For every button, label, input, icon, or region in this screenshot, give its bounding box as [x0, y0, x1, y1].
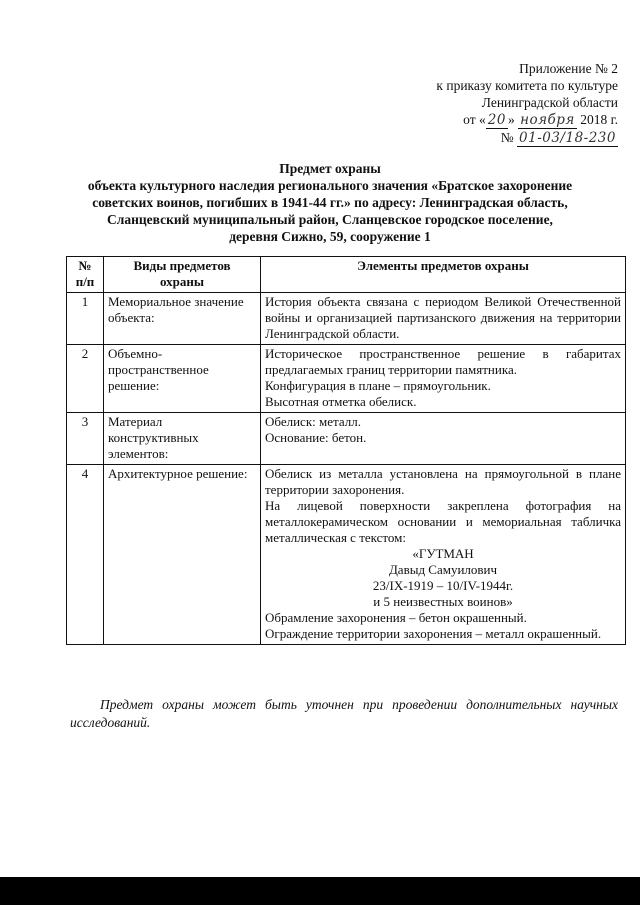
header-type: [104, 257, 261, 293]
header-number: [67, 257, 104, 293]
table-row: [67, 413, 626, 465]
header-type-line1: Виды предметов: [133, 258, 231, 273]
table-header-row: [67, 257, 626, 293]
appendix-number: [378, 129, 618, 147]
row-number: 1: [67, 293, 104, 345]
table-row: [67, 465, 626, 645]
date-month: ноября: [520, 112, 575, 128]
row-element-text: Ограждение территории захоронения – металл окрашенный.: [265, 626, 602, 641]
table-row: [67, 293, 626, 345]
row-number: 3: [67, 413, 104, 465]
number-value: 01-03/18-230: [519, 130, 616, 146]
row-element-text: Конфигурация в плане – прямоугольник.: [265, 378, 491, 393]
row-element-text: Обелиск из металла установлена на прямоугольной в плане территории захоронения.: [265, 466, 621, 497]
date-year: 2018 г.: [576, 112, 618, 127]
row-element-text: Обрамление захоронения – бетон окрашенный.: [265, 610, 527, 625]
row-element-text: Обелиск: металл.: [265, 414, 361, 429]
title-line-2: советских воинов, погибших в 1941-44 гг.» по адресу: Ленинградская область,: [92, 195, 568, 210]
row-element-text: Высотная отметка обелиск.: [265, 394, 417, 409]
title-line-3: Сланцевский муниципальный район, Сланцевское городское поселение,: [107, 212, 553, 227]
row-elements: [261, 413, 626, 465]
header-number-line1: №: [78, 258, 92, 273]
row-element-text: Основание: бетон.: [265, 430, 367, 445]
number-prefix: №: [500, 130, 518, 145]
row-type: Архитектурное решение:: [104, 465, 261, 645]
protection-table: [66, 256, 626, 645]
appendix-date: [378, 111, 618, 129]
inscription-line: Давыд Самуилович: [388, 562, 498, 577]
row-elements: [261, 345, 626, 413]
header-elements: Элементы предметов охраны: [261, 257, 626, 293]
appendix-block: [378, 60, 618, 147]
footnote: Предмет охраны может быть уточнен при проведении дополнительных научных исследований.: [70, 697, 618, 730]
title-line-4: деревня Сижно, 59, сооружение 1: [229, 229, 431, 244]
inscription-line: 23/IX-1919 – 10/IV-1944г.: [372, 578, 514, 593]
appendix-region: Ленинградской области: [481, 95, 618, 110]
header-number-line2: п/п: [75, 274, 95, 289]
row-elements: [261, 465, 626, 645]
table-row: [67, 345, 626, 413]
header-type-line2: охраны: [159, 274, 205, 289]
title-heading: Предмет охраны: [279, 161, 381, 176]
row-elements: [261, 293, 626, 345]
inscription-line: «ГУТМАН: [412, 546, 474, 561]
row-number: 4: [67, 465, 104, 645]
scan-edge-bar: [0, 877, 640, 905]
title-line-1: объекта культурного наследия регионального значения «Братское захоронение: [87, 178, 573, 193]
row-type: Мемориальное значение объекта:: [104, 293, 261, 345]
date-day: 20: [487, 112, 506, 128]
appendix-title: Приложение № 2: [519, 61, 618, 76]
row-element-text: На лицевой поверхности закреплена фотография на металлокерамическом основании и мемориальная табличка металлическая с текстом:: [265, 498, 621, 545]
document-title: [40, 160, 620, 245]
date-prefix: от «: [463, 112, 486, 127]
row-element-text: Историческое пространственное решение в габаритах предлагаемых границ территории памятника.: [265, 346, 621, 377]
inscription-line: и 5 неизвестных воинов»: [373, 594, 513, 609]
row-type: Объемно-пространственное решение:: [104, 345, 261, 413]
appendix-order-ref: к приказу комитета по культуре: [436, 78, 618, 93]
row-type: Материал конструктивных элементов:: [104, 413, 261, 465]
row-number: 2: [67, 345, 104, 413]
row-element-text: История объекта связана с периодом Великой Отечественной войны и организацией партизанского движения на территории Ленинградской области.: [265, 294, 621, 341]
date-mid: »: [507, 112, 519, 127]
